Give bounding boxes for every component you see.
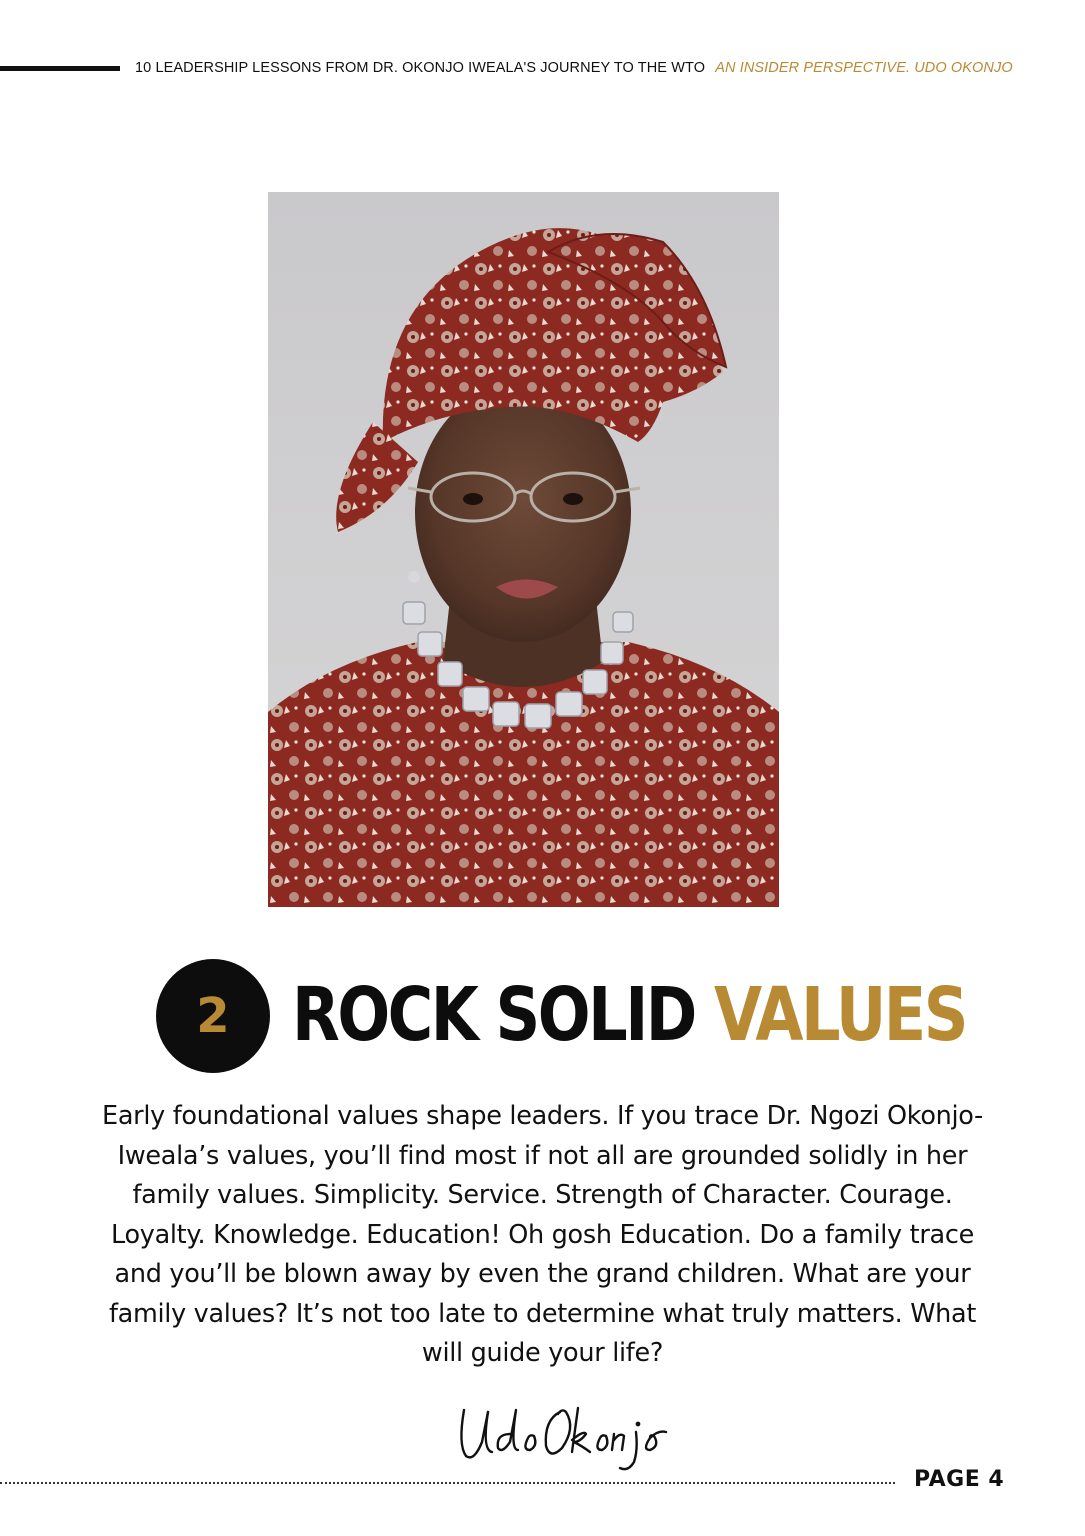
signature [452, 1390, 672, 1475]
lesson-title-accent: VALUES [714, 972, 966, 1058]
lesson-title-dark: ROCK SOLID [292, 972, 695, 1058]
header-subtitle: AN INSIDER PERSPECTIVE. UDO OKONJO [715, 60, 1013, 76]
running-header [135, 60, 1065, 76]
header-title: 10 LEADERSHIP LESSONS FROM DR. OKONJO IWEALA'S JOURNEY TO THE WTO [135, 60, 706, 76]
portrait-photo [268, 192, 779, 907]
lesson-title-row [0, 955, 1085, 1075]
footer-divider [0, 1482, 895, 1484]
header-rule [0, 66, 120, 71]
lesson-body: Early foundational values shape leaders. If you trace Dr. Ngozi Okonjo-Iweala’s values, you’ll find most if not all are grounded solidly in her family values. Simplicity. Service. Strength of Character. Courage. Loyalty. Knowledge. Education! Oh gosh Education. Do a family trace and you’ll be blown away by even the grand children. What are your family values? It’s not too late to determine what truly matters. What will guide your life? [102, 1101, 983, 1368]
page-number: PAGE 4 [914, 1467, 1005, 1492]
lesson-title [292, 963, 966, 1067]
lesson-number-badge: 2 [156, 959, 270, 1073]
